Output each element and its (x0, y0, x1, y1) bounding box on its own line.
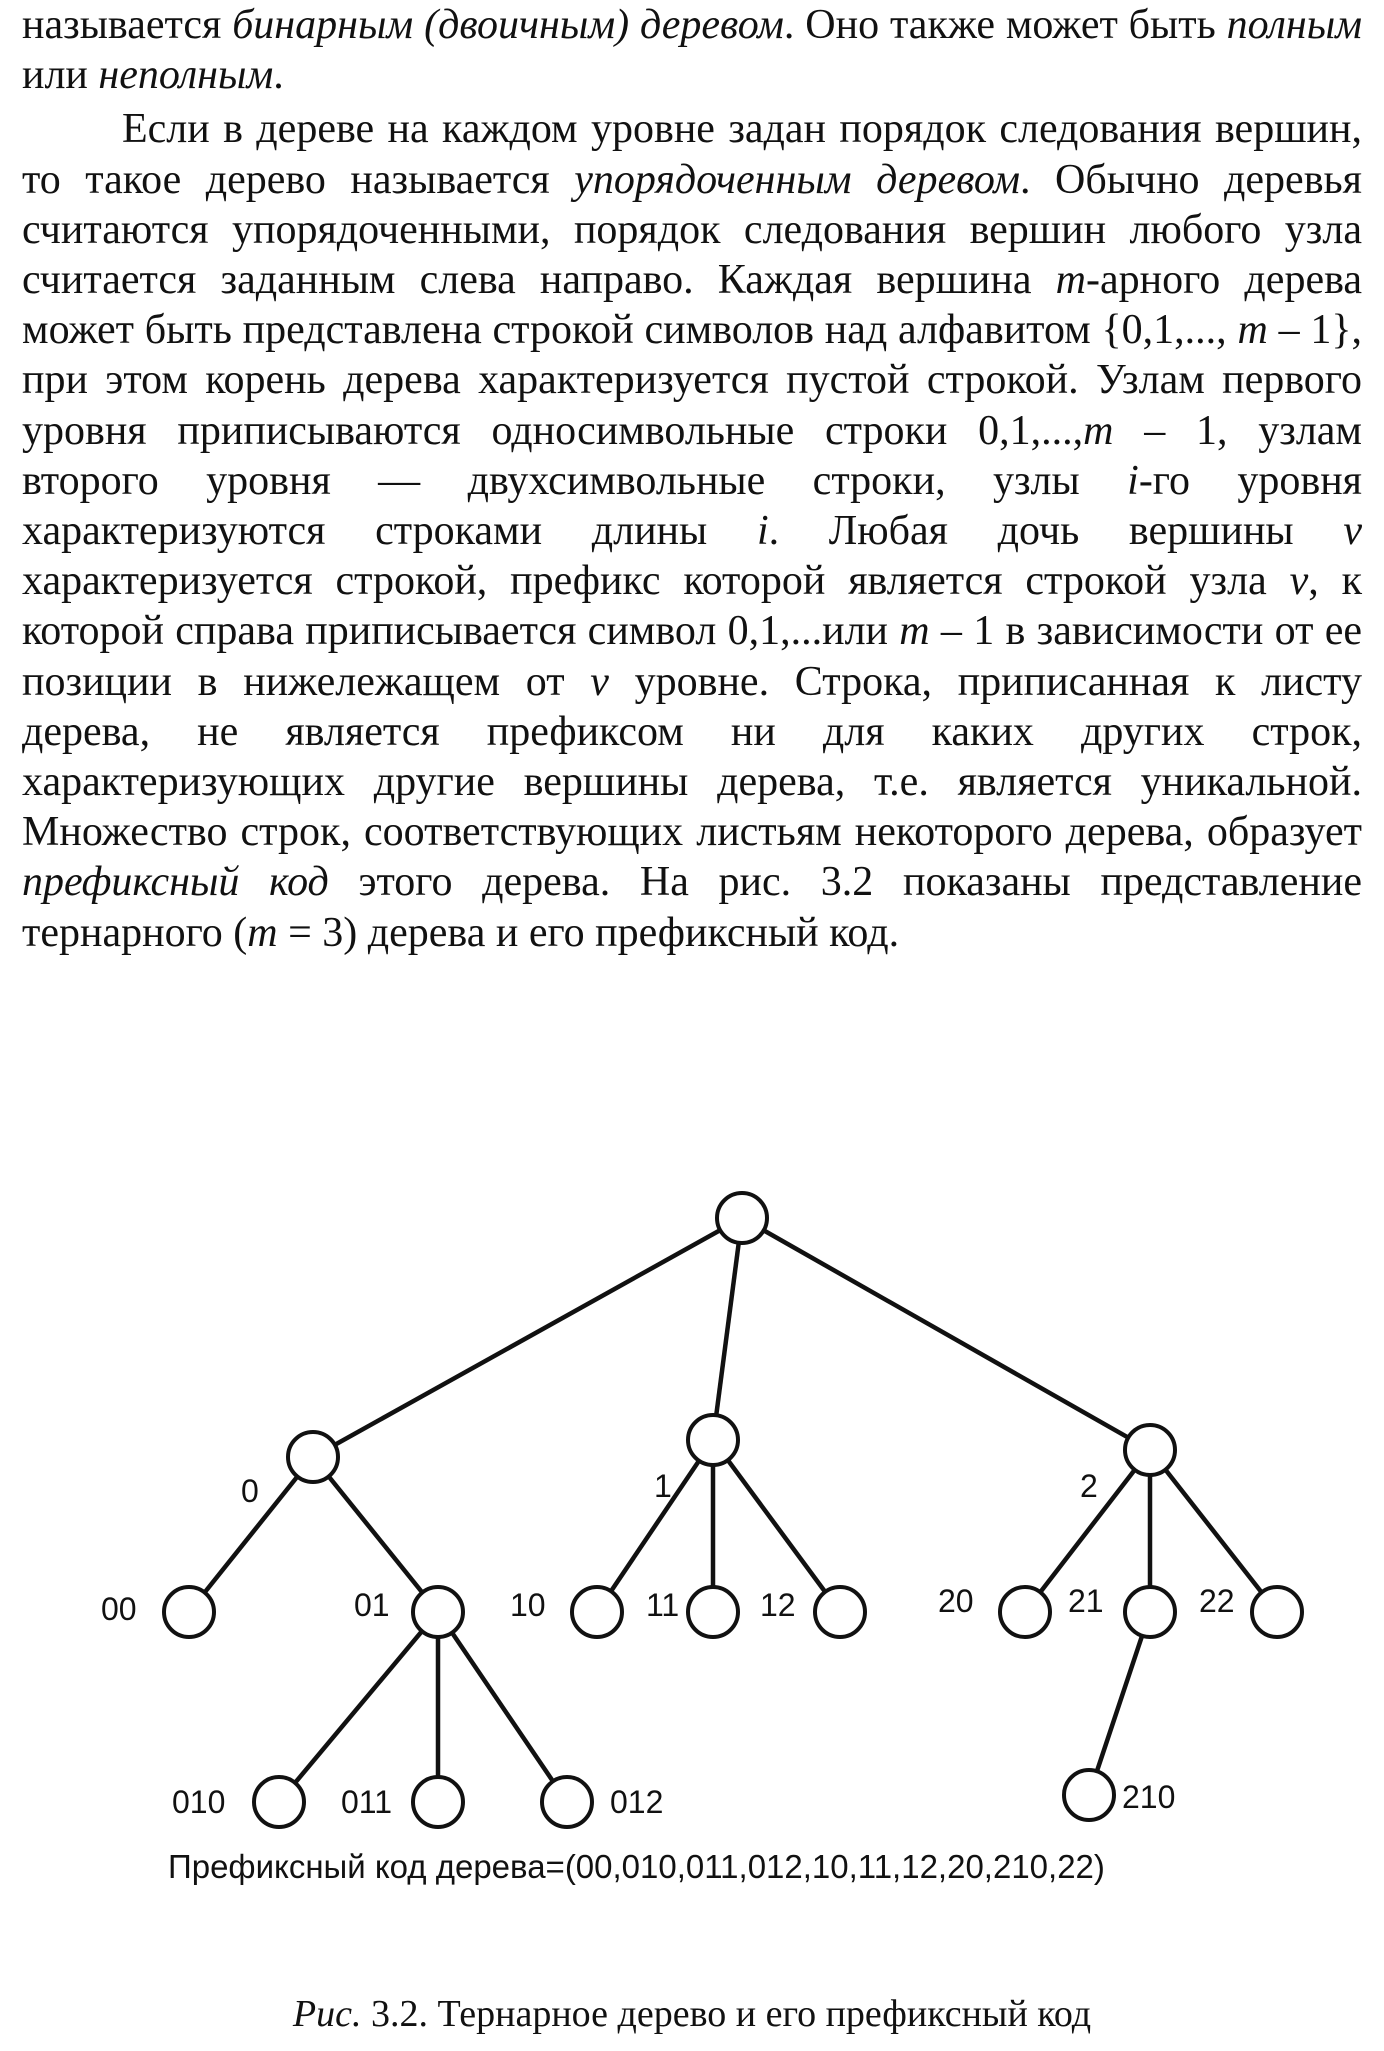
prefix-code-line: Префиксный код дерева=(00,010,011,012,10,11,12,20,210,22) (168, 1848, 1105, 1885)
label-0: 0 (241, 1473, 259, 1509)
paragraph2-segment: – 1, узлам второго уровня — двухсимвольные строки, узлы (22, 407, 1373, 504)
node-012 (542, 1777, 592, 1827)
paragraph2-segment: . Обычно деревья считаются упорядоченными, порядок следования вершин любого узла считается заданным слева направо. Каждая вершина (22, 156, 1373, 304)
label-11: 11 (646, 1587, 680, 1623)
label-20: 20 (938, 1583, 974, 1619)
paragraph1-segment: неполным (98, 52, 274, 99)
node-1 (688, 1415, 738, 1465)
edge-21-210 (1089, 1612, 1150, 1795)
label-00: 00 (101, 1591, 137, 1627)
edge-root-1 (713, 1218, 742, 1440)
paragraph2-segment: m (1055, 257, 1087, 304)
node-20 (1000, 1587, 1050, 1637)
paragraph2-segment: , к которой справа приписывается символ 0,1,...или (22, 558, 1373, 655)
node-11 (688, 1587, 738, 1637)
body-text (22, 0, 1373, 958)
paragraph-2 (22, 104, 1373, 957)
paragraph2-segment: m (247, 909, 278, 956)
node-22 (1252, 1587, 1302, 1637)
paragraph2-segment: i (1127, 457, 1139, 504)
paragraph2-segment: v (590, 658, 609, 705)
paragraph1-segment: . Оно также может быть (783, 2, 1227, 48)
paragraph2-segment: префиксный код (22, 859, 329, 906)
node-210 (1064, 1770, 1114, 1820)
label-22: 22 (1199, 1583, 1235, 1619)
paragraph1-segment: . (273, 52, 284, 99)
figure-caption (0, 1992, 1384, 2036)
node-00 (164, 1587, 214, 1637)
edge-01-010 (279, 1612, 438, 1802)
node-10 (572, 1587, 622, 1637)
label-210: 210 (1122, 1779, 1176, 1815)
paragraph2-segment: – 1 в зависимости от ее позиции в нижележащем от (22, 608, 1373, 705)
node-12 (815, 1587, 865, 1637)
label-2: 2 (1080, 1468, 1098, 1504)
label-012: 012 (610, 1784, 664, 1820)
node-011 (413, 1777, 463, 1827)
label-01: 01 (354, 1587, 390, 1623)
paragraph1-segment: называется (22, 2, 233, 48)
paragraph1-segment: или (22, 2, 1373, 99)
paragraph2-segment: -арного дерева может быть представлена строкой символов над алфавитом {0,1,..., (22, 257, 1373, 354)
edge-root-2 (742, 1218, 1150, 1450)
node-010 (254, 1777, 304, 1827)
node-01 (413, 1587, 463, 1637)
label-10: 10 (510, 1587, 546, 1623)
paragraph2-segment: этого дерева. На рис. 3.2 показаны представление тернарного ( (22, 859, 1373, 956)
paragraph2-segment: уровне. Строка, приписанная к листу дерева, не является префиксом ни для каких других строк, характеризующих другие вершины дерева, т.е. является уникальной. Множество строк, соответствующих листьям некоторого дерева, образует (22, 658, 1373, 856)
paragraph1-segment: бинарным (двоичным) деревом (232, 2, 784, 48)
tree-edges (189, 1218, 1277, 1802)
label-21: 21 (1068, 1583, 1104, 1619)
tree-labels (101, 1468, 1235, 1820)
paragraph2-segment: i (756, 508, 769, 555)
label-011: 011 (341, 1784, 393, 1820)
node-21 (1125, 1587, 1175, 1637)
label-1: 1 (654, 1468, 672, 1504)
edge-root-0 (313, 1218, 742, 1457)
paragraph2-segment: упорядоченным деревом (574, 156, 1021, 203)
paragraph2-segment: m (899, 608, 930, 655)
paragraph2-segment: Если в дереве на каждом уровне задан порядок следования вершин, то такое дерево называется (22, 106, 1373, 203)
paragraph2-segment: v (1343, 508, 1362, 555)
paragraph2-segment: . Любая дочь вершины (768, 508, 1344, 555)
label-010: 010 (172, 1784, 226, 1820)
paragraph2-segment: -го уровня характеризуются строками длины (22, 457, 1373, 555)
node-2 (1125, 1425, 1175, 1475)
paragraph1-segment: полным (1226, 2, 1362, 48)
paragraph2-segment: = 3) дерева и его префиксный код. (277, 909, 900, 956)
paragraph2-segment: характеризуется строкой, префикс которой является строкой узла (22, 508, 1373, 605)
label-12: 12 (760, 1587, 796, 1623)
paragraph-1 (22, 0, 1373, 100)
node-root (717, 1193, 767, 1243)
paragraph2-segment: – 1}, при этом корень дерева характеризуется пустой строкой. Узлам первого уровня приписываются односимвольные строки 0,1,..., (22, 307, 1373, 454)
paragraph2-segment: m (1083, 407, 1114, 454)
ternary-tree-diagram (0, 1150, 1384, 1840)
paragraph2-segment: v (1289, 558, 1309, 605)
edge-01-012 (438, 1612, 567, 1802)
paragraph2-segment: m (1237, 307, 1268, 354)
caption-prefix: Рис. (292, 1993, 362, 2035)
caption-text: 3.2. Тернарное дерево и его префиксный код (361, 1993, 1092, 2035)
node-0 (288, 1432, 338, 1482)
